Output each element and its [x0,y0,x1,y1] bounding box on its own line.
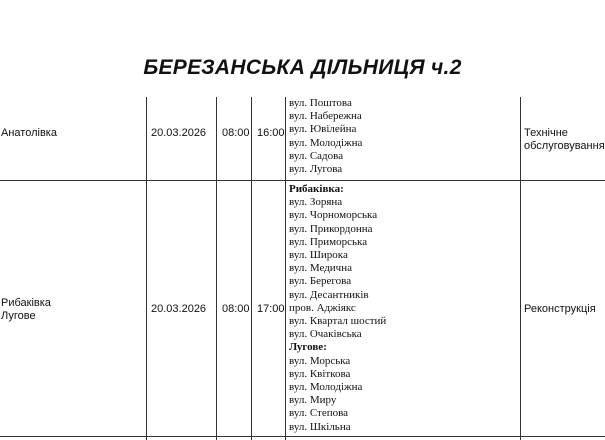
street-item: вул. Молодіжна [289,381,363,394]
street-item: вул. Шкільна [289,420,351,433]
reason-line: обслуговування [524,140,605,152]
street-item: вул. Чорноморська [289,209,378,222]
street-item: вул. Морська [289,354,351,367]
street-item: вул. Широка [289,249,348,262]
locality-name: Анатолівка [1,127,57,139]
reason-line: Реконструкція [524,303,596,315]
reason-cell [524,127,605,153]
street-item: вул. Очаківська [289,328,362,341]
street-item: вул. Квіткова [289,367,351,380]
start-time-cell: 08:00 [222,127,250,139]
street-group-heading: Лугове: [289,341,327,354]
street-item: вул. Медична [289,262,352,275]
column-divider [146,97,147,440]
street-item: вул. Приморська [289,235,368,248]
street-item: вул. Квартал шостий [289,315,387,328]
street-item: вул. Ювілейна [289,123,357,136]
locality-cell [1,127,57,140]
street-item: вул. Берегова [289,275,352,288]
row-divider [0,436,605,437]
street-item: вул. Миру [289,394,337,407]
column-divider [216,97,217,440]
street-item: вул. Садова [289,149,344,162]
reason-line: Технічне [524,127,568,139]
locality-name: Рибаківка [1,297,51,309]
reason-cell [524,303,596,316]
column-divider [520,97,521,440]
date-cell: 20.03.2026 [151,127,207,139]
street-item: вул. Молодіжна [289,136,363,149]
street-item: вул. Лугова [289,163,343,176]
start-time-cell: 08:00 [222,303,250,315]
street-item: вул. Десантників [289,288,369,301]
street-group-heading: Рибаківка: [289,183,344,195]
locality-cell [1,297,51,323]
column-divider [285,97,286,440]
street-list [289,183,386,434]
date-cell: 20.03.2026 [151,303,207,315]
page-title: БЕРЕЗАНСЬКА ДІЛЬНИЦЯ ч.2 [143,56,462,79]
street-item: вул. Поштова [289,97,352,109]
street-item: вул. Прикордонна [289,222,373,235]
street-list [289,97,362,176]
end-time-cell: 17:00 [257,303,285,315]
column-divider [251,97,252,440]
street-item: вул. Степова [289,407,349,420]
locality-name: Лугове [1,310,36,322]
street-item: вул. Зоряна [289,196,343,209]
street-item: вул. Набережна [289,110,362,123]
end-time-cell: 16:00 [257,127,285,139]
street-item: пров. Аджіякс [289,301,356,314]
row-divider [0,180,605,181]
